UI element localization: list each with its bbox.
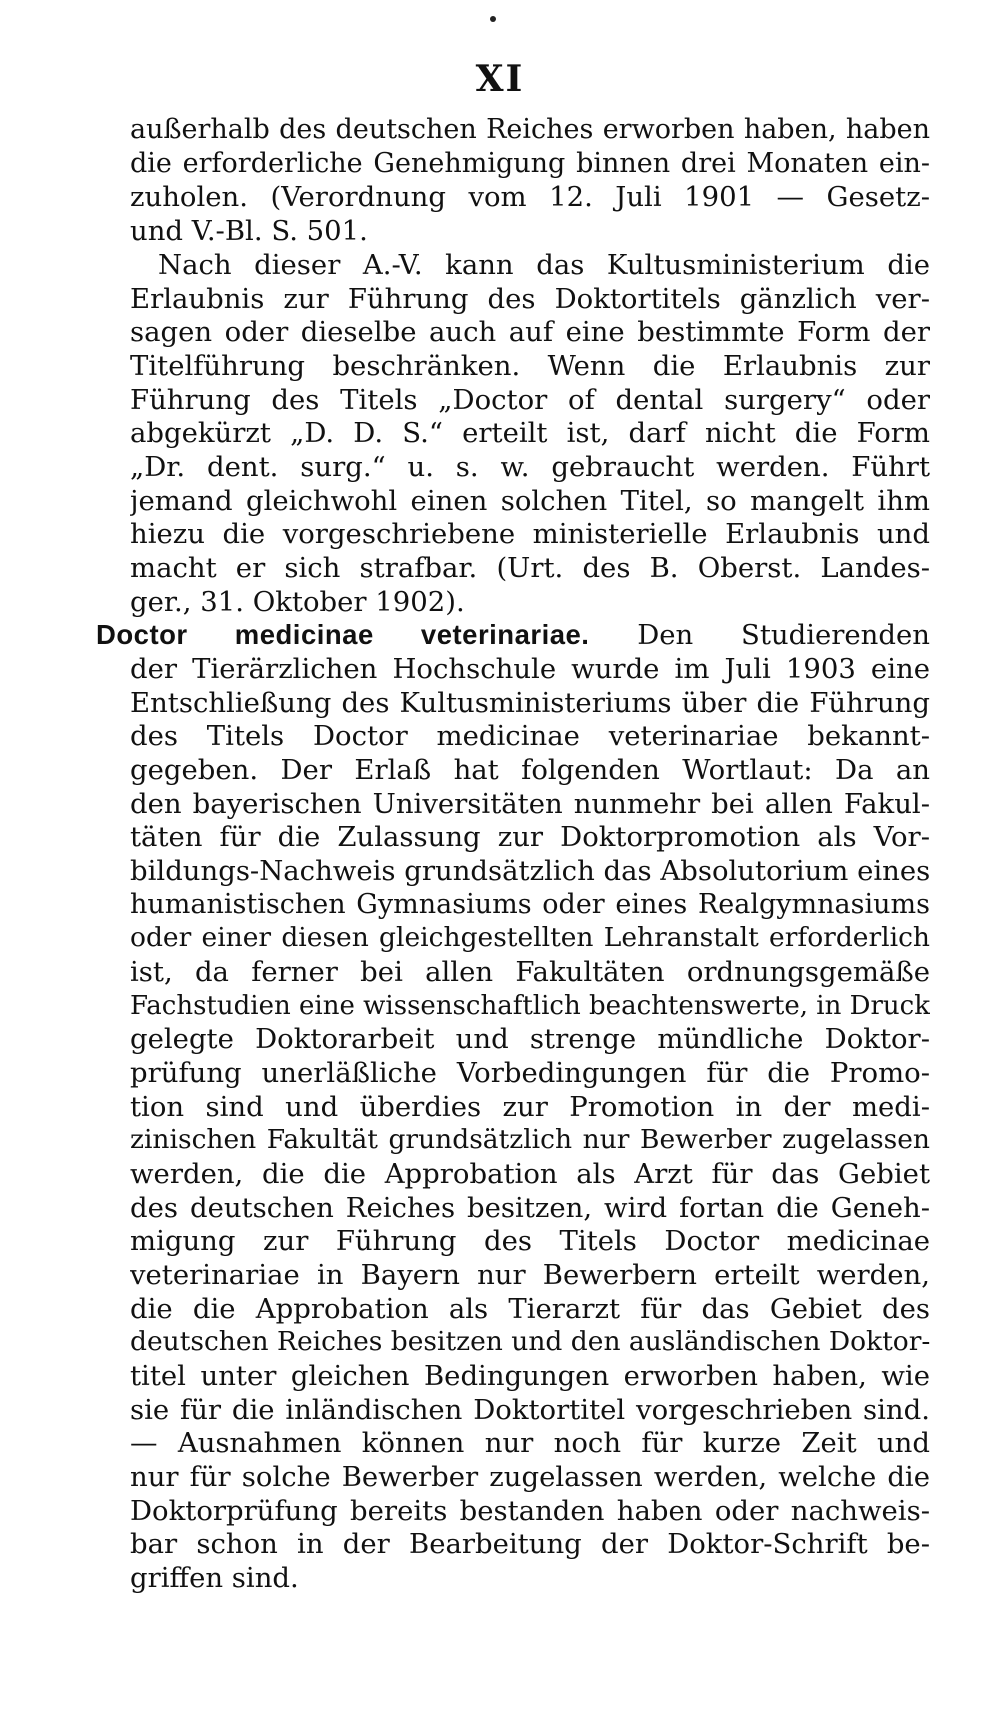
text-line: macht er sich strafbar. (Urt. des B. Oberst. Landes- xyxy=(130,552,930,584)
text-line: hiezu die vorgeschriebene ministerielle Erlaubnis und xyxy=(130,518,930,550)
text-line: und V.-Bl. S. 501. xyxy=(130,215,368,247)
text-line: bar schon in der Bearbeitung der Doktor-Schrift be- xyxy=(130,1528,930,1560)
text-line: gegeben. Der Erlaß hat folgenden Wortlaut: Da an xyxy=(130,754,930,786)
text-line: sagen oder dieselbe auch auf eine bestimmte Form der xyxy=(130,316,930,348)
text-line: veterinariae in Bayern nur Bewerbern erteilt werden, xyxy=(130,1259,930,1291)
text-line: bildungs-Nachweis grundsätzlich das Absolutorium eines xyxy=(130,855,930,887)
text-line: Titelführung beschränken. Wenn die Erlaubnis zur xyxy=(130,350,930,382)
text-line: zuholen. (Verordnung vom 12. Juli 1901 — Gesetz- xyxy=(130,181,930,213)
text-line: Nach dieser A.-V. kann das Kultusministerium die xyxy=(158,249,930,281)
text-line: abgekürzt „D. D. S.“ erteilt ist, darf nicht die Form xyxy=(130,417,930,449)
text-line: des deutschen Reiches besitzen, wird fortan die Geneh- xyxy=(130,1192,930,1224)
heading-line-text: Den Studierenden xyxy=(637,619,930,651)
text-line: des Titels Doctor medicinae veterinariae bekannt- xyxy=(130,720,930,752)
text-line: humanistischen Gymnasiums oder eines Realgymnasiums xyxy=(130,889,930,920)
text-line: Entschließung des Kultusministeriums über die Führung xyxy=(130,687,930,719)
text-line: griffen sind. xyxy=(130,1562,299,1594)
text-line: Doktorprüfung bereits bestanden haben oder nachweis- xyxy=(130,1495,930,1527)
text-line: außerhalb des deutschen Reiches erworben haben, haben xyxy=(130,114,930,145)
text-line: Erlaubnis zur Führung des Doktortitels gänzlich ver- xyxy=(130,283,930,315)
page-number: XI xyxy=(475,58,525,100)
text-line: ger., 31. Oktober 1902). xyxy=(130,586,465,618)
text-line: ist, da ferner bei allen Fakultäten ordnungsgemäße xyxy=(130,956,930,988)
text-line: gelegte Doktorarbeit und strenge mündliche Doktor- xyxy=(130,1023,930,1055)
text-line: migung zur Führung des Titels Doctor medicinae xyxy=(130,1225,930,1257)
text-line: oder einer diesen gleichgestellten Lehranstalt erforderlich xyxy=(130,922,930,953)
text-line: täten für die Zulassung zur Doktorpromotion als Vor- xyxy=(130,821,930,853)
text-line: titel unter gleichen Bedingungen erworben haben, wie xyxy=(130,1360,930,1392)
text-line: Fachstudien eine wissenschaftlich beachtenswerte, in Druck xyxy=(130,991,930,1021)
text-line: zinischen Fakultät grundsätzlich nur Bewerber zugelassen xyxy=(130,1124,930,1155)
text-line: die erforderliche Genehmigung binnen drei Monaten ein- xyxy=(130,148,930,179)
text-line: „Dr. dent. surg.“ u. s. w. gebraucht werden. Führt xyxy=(130,451,930,483)
text-line: tion sind und überdies zur Promotion in der medi- xyxy=(130,1091,930,1123)
text-line: deutschen Reiches besitzen und den ausländischen Doktor- xyxy=(130,1326,930,1357)
text-line: prüfung unerläßliche Vorbedingungen für die Promo- xyxy=(130,1057,930,1089)
print-speck xyxy=(490,16,496,22)
text-line: — Ausnahmen können nur noch für kurze Zeit und xyxy=(130,1427,930,1459)
entry-heading: Doctor medicinae veterinariae. xyxy=(96,619,590,650)
text-line: jemand gleichwohl einen solchen Titel, so mangelt ihm xyxy=(130,485,930,517)
text-line: Führung des Titels „Doctor of dental surgery“ oder xyxy=(130,384,930,416)
text-line: sie für die inländischen Doktortitel vorgeschrieben sind. xyxy=(130,1394,930,1426)
text-line: der Tierärzlichen Hochschule wurde im Juli 1903 eine xyxy=(130,653,930,685)
paragraph-heading-line xyxy=(96,618,930,652)
text-line: den bayerischen Universitäten nunmehr bei allen Fakul- xyxy=(130,788,930,820)
text-line: die die Approbation als Tierarzt für das Gebiet des xyxy=(130,1293,930,1325)
text-line: nur für solche Bewerber zugelassen werden, welche die xyxy=(130,1461,930,1493)
text-line: werden, die die Approbation als Arzt für das Gebiet xyxy=(130,1158,930,1190)
